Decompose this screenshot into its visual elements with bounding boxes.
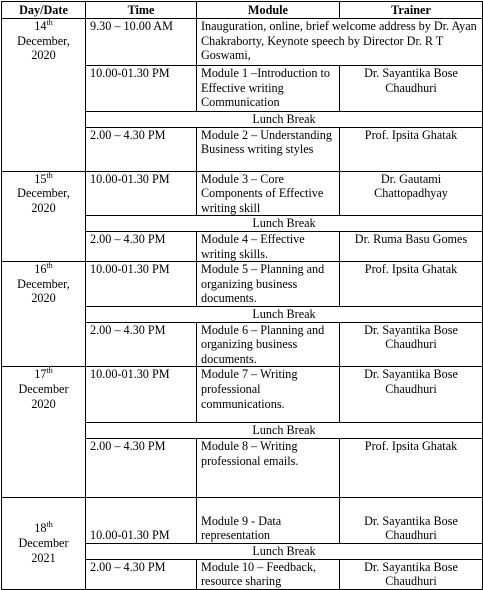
table-row xyxy=(2,497,483,543)
table-row xyxy=(2,367,483,423)
module-cell: Module 6 – Planning and organizing business documents. xyxy=(197,322,340,367)
lunch-break: Lunch Break xyxy=(86,423,483,439)
day-year: 2020 xyxy=(31,200,56,215)
lunch-break: Lunch Break xyxy=(86,112,483,128)
time-cell: 10.00-01.30 PM xyxy=(86,171,197,216)
time-cell: 2.00 – 4.30 PM xyxy=(86,231,197,261)
time-cell: 2.00 – 4.30 PM xyxy=(86,322,197,367)
day-suffix: th xyxy=(46,171,53,180)
module-cell: Module 7 – Writing professional communications. xyxy=(197,367,340,423)
trainer-cell: Dr. Sayantika Bose Chaudhuri xyxy=(340,66,483,112)
module-cell: Module 8 – Writing professional emails. xyxy=(197,438,340,497)
day-month: December xyxy=(18,381,69,396)
module-cell: Module 9 - Data representation xyxy=(197,497,340,543)
lunch-break: Lunch Break xyxy=(86,543,483,559)
module-cell: Module 1 –Introduction to Effective writing Communication xyxy=(197,66,340,112)
time-cell: 10.00-01.30 PM xyxy=(86,66,197,112)
day-year: 2020 xyxy=(31,396,56,411)
day-month: December, xyxy=(17,186,70,201)
trainer-cell: Prof. Ipsita Ghatak xyxy=(340,262,483,307)
trainer-cell: Dr. Sayantika Bose Chaudhuri xyxy=(340,497,483,543)
trainer-cell: Dr. Sayantika Bose Chaudhuri xyxy=(340,559,483,589)
day-year: 2021 xyxy=(31,550,56,565)
trainer-cell: Dr. Sayantika Bose Chaudhuri xyxy=(340,322,483,367)
lunch-break: Lunch Break xyxy=(86,216,483,232)
time-cell: 10.00-01.30 PM xyxy=(86,497,197,543)
day-year: 2020 xyxy=(31,291,56,306)
day-number: 14 xyxy=(34,19,47,33)
trainer-cell: Dr. Ruma Basu Gomes xyxy=(340,231,483,261)
day-cell xyxy=(2,497,86,589)
day-cell xyxy=(2,171,86,262)
day-month: December xyxy=(18,536,69,550)
trainer-cell: Prof. Ipsita Ghatak xyxy=(340,438,483,497)
day-suffix: th xyxy=(46,366,53,376)
day-number: 16 xyxy=(34,262,47,277)
time-cell: 2.00 – 4.30 PM xyxy=(86,559,197,589)
time-cell: 2.00 – 4.30 PM xyxy=(86,127,197,171)
module-cell: Module 10 – Feedback, resource sharing xyxy=(197,559,340,589)
module-cell: Module 3 – Core Components of Effective writing skill xyxy=(197,171,340,216)
time-cell: 9.30 – 10.00 AM xyxy=(86,19,197,66)
time-cell: 10.00-01.30 PM xyxy=(86,262,197,307)
lunch-break: Lunch Break xyxy=(86,306,483,322)
table-row xyxy=(2,262,483,307)
day-number: 15 xyxy=(34,171,47,186)
day-month: December, xyxy=(17,276,70,291)
module-cell: Module 2 – Understanding Business writing styles xyxy=(197,127,340,171)
day-cell xyxy=(2,19,86,172)
module-cell: Module 5 – Planning and organizing business documents. xyxy=(197,262,340,307)
header-trainer: Trainer xyxy=(340,2,483,19)
day-suffix: th xyxy=(46,261,53,271)
day-cell xyxy=(2,262,86,367)
module-cell: Inauguration, online, brief welcome address by Dr. Ayan Chakraborty, Keynote speech by Director Dr. R T Goswami, xyxy=(197,19,483,66)
day-number: 18 xyxy=(34,521,47,536)
time-cell: 10.00-01.30 PM xyxy=(86,367,197,423)
schedule-table xyxy=(1,1,483,590)
trainer-cell: Dr. Gautami Chattopadhyay xyxy=(340,171,483,216)
header-day-date: Day/Date xyxy=(2,2,86,19)
trainer-cell: Prof. Ipsita Ghatak xyxy=(340,127,483,171)
day-suffix: th xyxy=(46,18,53,27)
day-suffix: th xyxy=(46,520,53,530)
header-time: Time xyxy=(86,2,197,19)
trainer-cell: Dr. Sayantika Bose Chaudhuri xyxy=(340,367,483,423)
table-row xyxy=(2,19,483,66)
day-cell xyxy=(2,367,86,498)
time-cell: 2.00 – 4.30 PM xyxy=(86,438,197,497)
header-module: Module xyxy=(197,2,340,19)
day-month: December, xyxy=(17,33,70,48)
table-row xyxy=(2,171,483,216)
header-row xyxy=(2,2,483,19)
module-cell: Module 4 – Effective writing skills. xyxy=(197,231,340,261)
day-year: 2020 xyxy=(31,48,56,63)
day-number: 17 xyxy=(34,367,47,382)
